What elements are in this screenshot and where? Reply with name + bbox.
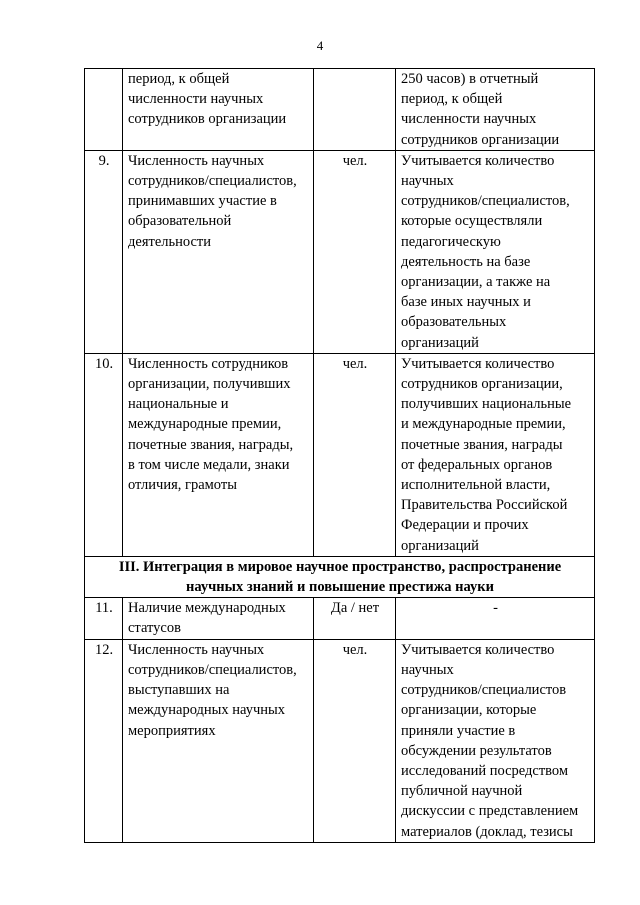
text-line: публичной научной — [401, 783, 523, 800]
text-line: деятельности — [128, 233, 212, 250]
text-line: период, к общей — [401, 91, 503, 108]
text-line: организаций — [401, 334, 479, 351]
text-line: сотрудников организации — [401, 131, 560, 148]
text-line: дискуссии с представлением — [401, 803, 579, 820]
text-line: период, к общей — [128, 71, 230, 87]
description-cell — [396, 639, 595, 842]
indicator-name — [123, 353, 314, 556]
text-line: организации, а также на — [401, 274, 551, 291]
text-line: научных — [401, 661, 454, 678]
indicator-name — [123, 69, 314, 151]
text-line: - — [493, 600, 498, 617]
description-cell — [396, 353, 595, 556]
text-line: от федеральных органов — [401, 456, 553, 473]
text-line: мероприятиях — [128, 722, 216, 739]
description-cell — [396, 69, 595, 151]
row-number: 9. — [85, 150, 123, 353]
text-line: Федерации и прочих — [401, 517, 529, 534]
text-line: организаций — [401, 537, 479, 554]
text-line: которые осуществляли — [401, 213, 543, 230]
text-line: получивших национальные — [401, 396, 572, 413]
text-line: образовательной — [128, 213, 232, 230]
row-number: 10. — [85, 353, 123, 556]
text-line: сотрудников организации, — [401, 376, 563, 393]
text-line: исполнительной власти, — [401, 477, 551, 494]
text-line: сотрудников/специалистов — [401, 682, 567, 699]
text-line: сотрудников организации — [128, 111, 287, 128]
text-line: в том числе медали, знаки — [128, 456, 290, 473]
text-line: приняли участие в — [401, 722, 516, 739]
text-line: сотрудников/специалистов, — [128, 661, 297, 678]
text-line: Численность научных — [128, 641, 265, 658]
text-line: научных — [401, 173, 454, 190]
text-line: и международные премии, — [401, 416, 566, 433]
text-line: Численность научных — [128, 152, 265, 169]
text-line: Правительства Российской — [401, 497, 568, 514]
text-line: международных научных — [128, 702, 286, 719]
text-line: организации, которые — [401, 702, 537, 719]
text-line: педагогическую — [401, 233, 501, 250]
row-number — [85, 69, 123, 151]
unit-cell: чел. — [314, 353, 396, 556]
text-line: Учитывается количество — [401, 355, 555, 372]
text-line: организации, получивших — [128, 376, 291, 393]
text-line: образовательных — [401, 314, 507, 331]
indicator-name — [123, 598, 314, 639]
row-number: 11. — [85, 598, 123, 639]
text-line: численности научных — [128, 91, 264, 108]
text-line: сотрудников/специалистов, — [128, 173, 297, 190]
text-line: отличия, грамоты — [128, 477, 237, 494]
text-line: численности научных — [401, 111, 537, 128]
text-line: Учитывается количество — [401, 152, 555, 169]
text-line: сотрудников/специалистов, — [401, 193, 570, 210]
text-line: исследований посредством — [401, 762, 569, 779]
text-line: национальные и — [128, 396, 229, 413]
text-line: статусов — [128, 620, 181, 637]
text-line: Наличие международных — [128, 600, 286, 617]
text-line: 250 часов) в отчетный — [401, 71, 539, 87]
table-row — [85, 150, 595, 353]
unit-cell: чел. — [314, 150, 396, 353]
unit-cell: чел. — [314, 639, 396, 842]
indicators-table — [84, 68, 595, 843]
text-line: принимавших участие в — [128, 193, 277, 210]
text-line: Численность сотрудников — [128, 355, 289, 372]
section-title — [85, 556, 595, 597]
page-number: 4 — [316, 38, 324, 53]
text-line: материалов (доклад, тезисы — [401, 823, 573, 840]
text-line: научных знаний и повышение престижа науки — [186, 579, 494, 596]
description-cell — [396, 150, 595, 353]
text-line: Учитывается количество — [401, 641, 555, 658]
table-row — [85, 598, 595, 639]
row-number: 12. — [85, 639, 123, 842]
text-line: III. Интеграция в мировое научное пространство, распространение — [118, 558, 562, 575]
text-line: выступавших на — [128, 682, 230, 699]
indicator-name — [123, 639, 314, 842]
unit-cell: Да / нет — [314, 598, 396, 639]
text-line: международные премии, — [128, 416, 282, 433]
table-row — [85, 353, 595, 556]
description-cell — [396, 598, 595, 639]
section-header-row — [85, 556, 595, 597]
unit-cell — [314, 69, 396, 151]
indicator-name — [123, 150, 314, 353]
text-line: деятельность на базе — [401, 253, 531, 270]
table-row — [85, 69, 595, 151]
text-line: почетные звания, награды, — [128, 436, 294, 453]
text-line: почетные звания, награды — [401, 436, 563, 453]
text-line: обсуждении результатов — [401, 742, 552, 759]
table-row — [85, 639, 595, 842]
text-line: базе иных научных и — [401, 294, 531, 311]
